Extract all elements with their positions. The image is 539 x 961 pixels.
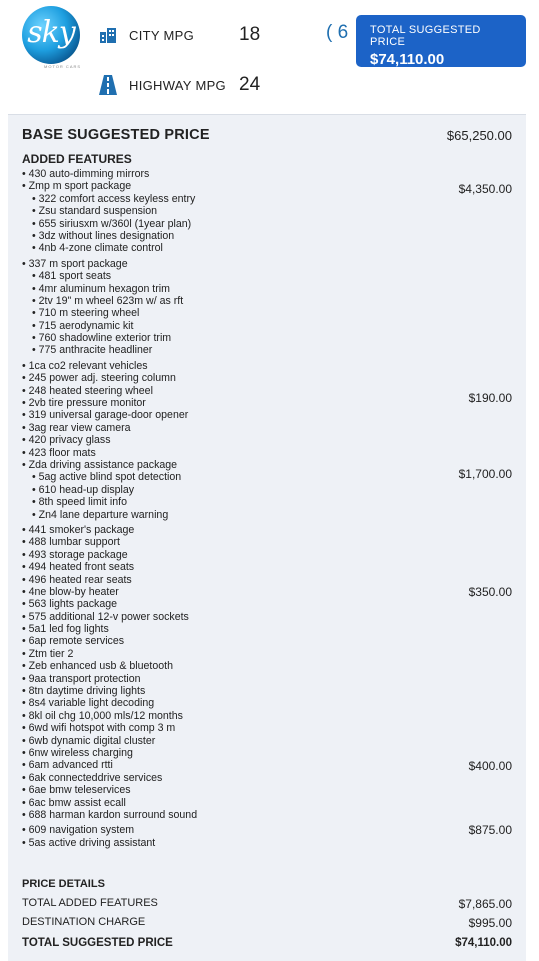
- feature-item: • 6wb dynamic digital cluster: [22, 734, 156, 747]
- feature-item: • 575 additional 12-v power sockets: [22, 610, 189, 623]
- price-summary-panel: [8, 114, 526, 961]
- feature-subitem: • 3dz without lines designation: [32, 229, 175, 242]
- feature-item: • 245 power adj. steering column: [22, 372, 176, 385]
- feature-subitem: • 4nb 4-zone climate control: [32, 242, 163, 255]
- total-added-features-value: $7,865.00: [458, 897, 512, 911]
- feature-item: • 319 universal garage-door opener: [22, 409, 189, 422]
- base-price-value: $65,250.00: [446, 128, 512, 143]
- feature-price: $350.00: [468, 585, 512, 599]
- city-mpg-value: 18: [239, 24, 261, 45]
- feature-item: • 609 navigation system: [22, 824, 135, 837]
- feature-price: $400.00: [468, 759, 512, 773]
- feature-item: • 441 smoker's package: [22, 523, 135, 536]
- feature-subitem: • 481 sport seats: [32, 270, 112, 283]
- highway-road-icon: [98, 75, 118, 95]
- destination-charge-row: [22, 916, 512, 930]
- highway-mpg-row: [98, 74, 260, 96]
- feature-subitem: • 8th speed limit info: [32, 496, 127, 509]
- feature-subitem: • 4mr aluminum hexagon trim: [32, 282, 170, 295]
- total-suggested-price-value: $74,110.00: [455, 937, 512, 949]
- highway-mpg-label: HIGHWAY MPG: [129, 77, 226, 93]
- total-added-features-label: TOTAL ADDED FEATURES: [22, 897, 158, 909]
- feature-price: $1,700.00: [458, 467, 512, 481]
- feature-item: • 430 auto-dimming mirrors: [22, 168, 150, 180]
- feature-item: • 6ae bmw teleservices: [22, 784, 131, 797]
- feature-subitem: • 655 siriusxm w/360l (1year plan): [32, 217, 192, 230]
- price-details-heading: PRICE DETAILS: [22, 878, 105, 890]
- total-suggested-price-row: [22, 937, 512, 949]
- feature-subitem: • 775 anthracite headliner: [32, 344, 153, 357]
- feature-item: • 5as active driving assistant: [22, 836, 156, 849]
- feature-item: • 6nw wireless charging: [22, 746, 133, 759]
- logo-subtitle: MOTOR CARS: [44, 64, 82, 69]
- feature-item: • 5a1 led fog lights: [22, 623, 109, 636]
- total-suggested-price-label: TOTAL SUGGESTED PRICE: [22, 937, 173, 949]
- feature-item: • Zmp m sport package: [22, 180, 132, 193]
- feature-item: • 496 heated rear seats: [22, 573, 132, 586]
- feature-item: • 6ac bmw assist ecall: [22, 796, 126, 809]
- feature-subitem: • 715 aerodynamic kit: [32, 319, 134, 332]
- feature-subitem: • 610 head-up display: [32, 483, 135, 496]
- feature-item: • 563 lights package: [22, 598, 117, 611]
- feature-item: • Ztm tier 2: [22, 647, 74, 660]
- feature-subitem: • 710 m steering wheel: [32, 307, 140, 320]
- feature-item: • 9aa transport protection: [22, 672, 141, 685]
- base-price-label: BASE SUGGESTED PRICE: [22, 127, 210, 143]
- feature-item: • 6ap remote services: [22, 635, 125, 648]
- feature-item: • 337 m sport package: [22, 257, 128, 270]
- logo-text: sky: [27, 14, 75, 50]
- feature-item: • 6am advanced rtti: [22, 759, 113, 772]
- feature-item: • 8s4 variable light decoding: [22, 697, 155, 710]
- feature-item: • 8tn daytime driving lights: [22, 685, 146, 698]
- city-mpg-row: [98, 24, 260, 46]
- feature-item: • 6wd wifi hotspot with comp 3 m: [22, 722, 176, 735]
- feature-item: • 8kl oil chg 10,000 mls/12 months: [22, 709, 183, 722]
- base-price-row: [22, 127, 512, 143]
- feature-price: $875.00: [468, 823, 512, 837]
- price-card-label: TOTAL SUGGESTED PRICE: [370, 24, 481, 48]
- feature-item: • 488 lumbar support: [22, 536, 120, 549]
- city-mpg-label: CITY MPG: [129, 27, 195, 43]
- feature-price: $4,350.00: [458, 182, 512, 196]
- highway-mpg-value: 24: [239, 74, 261, 95]
- feature-item: • 3ag rear view camera: [22, 421, 131, 434]
- feature-item: • 1ca co2 relevant vehicles: [22, 359, 148, 372]
- feature-item: • Zeb enhanced usb & bluetooth: [22, 660, 173, 673]
- total-price-card[interactable]: [356, 15, 526, 67]
- feature-item: • 493 storage package: [22, 548, 128, 561]
- destination-charge-label: DESTINATION CHARGE: [22, 916, 146, 928]
- feature-subitem: • Zsu standard suspension: [32, 205, 158, 218]
- destination-charge-value: $995.00: [468, 916, 512, 930]
- feature-item: • 423 floor mats: [22, 446, 96, 459]
- feature-item: • 248 heated steering wheel: [22, 384, 153, 397]
- feature-subitem: • 5ag active blind spot detection: [32, 471, 182, 484]
- feature-item: • 2vb tire pressure monitor: [22, 397, 146, 410]
- feature-subitem: • 322 comfort access keyless entry: [32, 192, 196, 205]
- partial-overlapped-text: ( 6: [326, 22, 349, 43]
- feature-price: $190.00: [468, 391, 512, 405]
- total-added-features-row: [22, 897, 512, 911]
- feature-item: • 688 harman kardon surround sound: [22, 808, 198, 821]
- price-card-value: $74,110.00: [370, 51, 445, 68]
- dealer-logo[interactable]: [22, 6, 80, 64]
- features-list: [22, 168, 512, 849]
- city-buildings-icon: [98, 25, 118, 45]
- feature-item: • 494 heated front seats: [22, 561, 135, 574]
- feature-subitem: • Zn4 lane departure warning: [32, 508, 169, 521]
- feature-subitem: • 760 shadowline exterior trim: [32, 332, 172, 345]
- feature-item: • 4ne blow-by heater: [22, 585, 119, 598]
- feature-item: • Zda driving assistance package: [22, 458, 178, 471]
- feature-item: • 6ak connecteddrive services: [22, 771, 163, 784]
- added-features-heading: ADDED FEATURES: [22, 152, 132, 166]
- feature-item: • 420 privacy glass: [22, 434, 111, 447]
- feature-subitem: • 2tv 19" m wheel 623m w/ as rft: [32, 294, 184, 307]
